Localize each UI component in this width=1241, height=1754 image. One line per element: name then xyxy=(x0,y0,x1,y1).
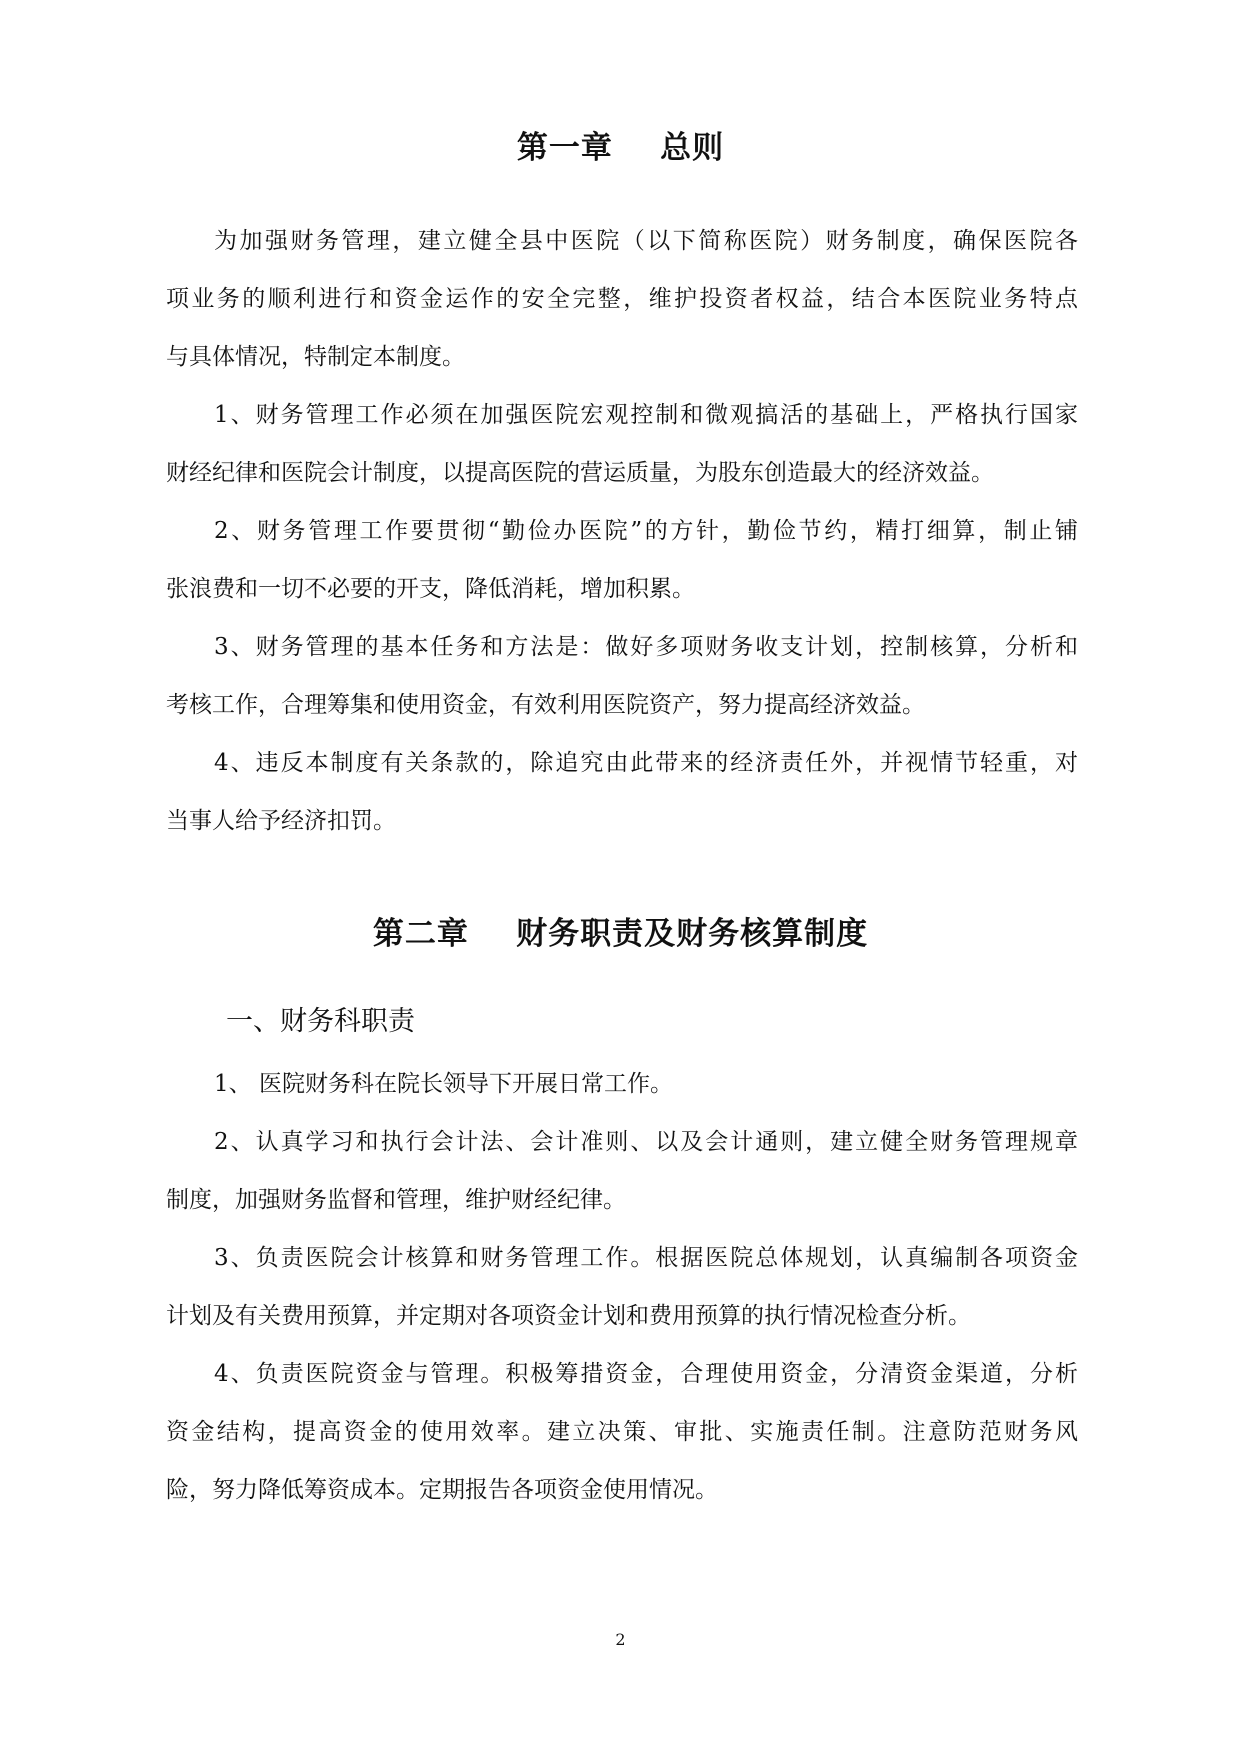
paragraph-line: 1、 医院财务科在院长领导下开展日常工作。 xyxy=(214,1071,673,1097)
paragraph-line: 制度，加强财务监督和管理，维护财经纪律。 xyxy=(166,1187,626,1213)
paragraph-line: 1、财务管理工作必须在加强医院宏观控制和微观搞活的基础上，严格执行国家 xyxy=(214,402,1078,428)
chapter-2-title: 第二章 财务职责及财务核算制度 xyxy=(372,916,869,952)
page-number: 2 xyxy=(615,1630,626,1649)
paragraph-line: 3、财务管理的基本任务和方法是：做好多项财务收支计划，控制核算，分析和 xyxy=(214,634,1078,660)
paragraph-line: 4、违反本制度有关条款的，除追究由此带来的经济责任外，并视情节轻重，对 xyxy=(214,750,1078,776)
paragraph-line: 项业务的顺利进行和资金运作的安全完整，维护投资者权益，结合本医院业务特点 xyxy=(166,286,1078,312)
paragraph-line: 考核工作，合理筹集和使用资金，有效利用医院资产，努力提高经济效益。 xyxy=(166,692,925,718)
paragraph-line: 4、负责医院资金与管理。积极筹措资金，合理使用资金，分清资金渠道，分析 xyxy=(214,1361,1078,1387)
paragraph-line: 3、负责医院会计核算和财务管理工作。根据医院总体规划，认真编制各项资金 xyxy=(214,1245,1078,1271)
paragraph-line: 计划及有关费用预算，并定期对各项资金计划和费用预算的执行情况检查分析。 xyxy=(166,1303,971,1329)
paragraph-line: 当事人给予经济扣罚。 xyxy=(166,808,396,834)
paragraph-line: 2、认真学习和执行会计法、会计准则、以及会计通则，建立健全财务管理规章 xyxy=(214,1129,1078,1155)
chapter-1-title: 第一章 总则 xyxy=(516,130,725,166)
paragraph-line: 资金结构，提高资金的使用效率。建立决策、审批、实施责任制。注意防范财务风 xyxy=(166,1419,1078,1445)
paragraph-line: 为加强财务管理，建立健全县中医院（以下简称医院）财务制度，确保医院各 xyxy=(214,228,1078,254)
paragraph-line: 张浪费和一切不必要的开支，降低消耗，增加积累。 xyxy=(166,576,695,602)
paragraph-line: 险，努力降低筹资成本。定期报告各项资金使用情况。 xyxy=(166,1477,718,1503)
paragraph-line: 2、财务管理工作要贯彻“勤俭办医院”的方针，勤俭节约，精打细算，制止铺 xyxy=(214,518,1078,544)
section-title: 一、财务科职责 xyxy=(226,1006,415,1037)
paragraph-line: 财经纪律和医院会计制度，以提高医院的营运质量，为股东创造最大的经济效益。 xyxy=(166,460,994,486)
paragraph-line: 与具体情况，特制定本制度。 xyxy=(166,344,465,370)
